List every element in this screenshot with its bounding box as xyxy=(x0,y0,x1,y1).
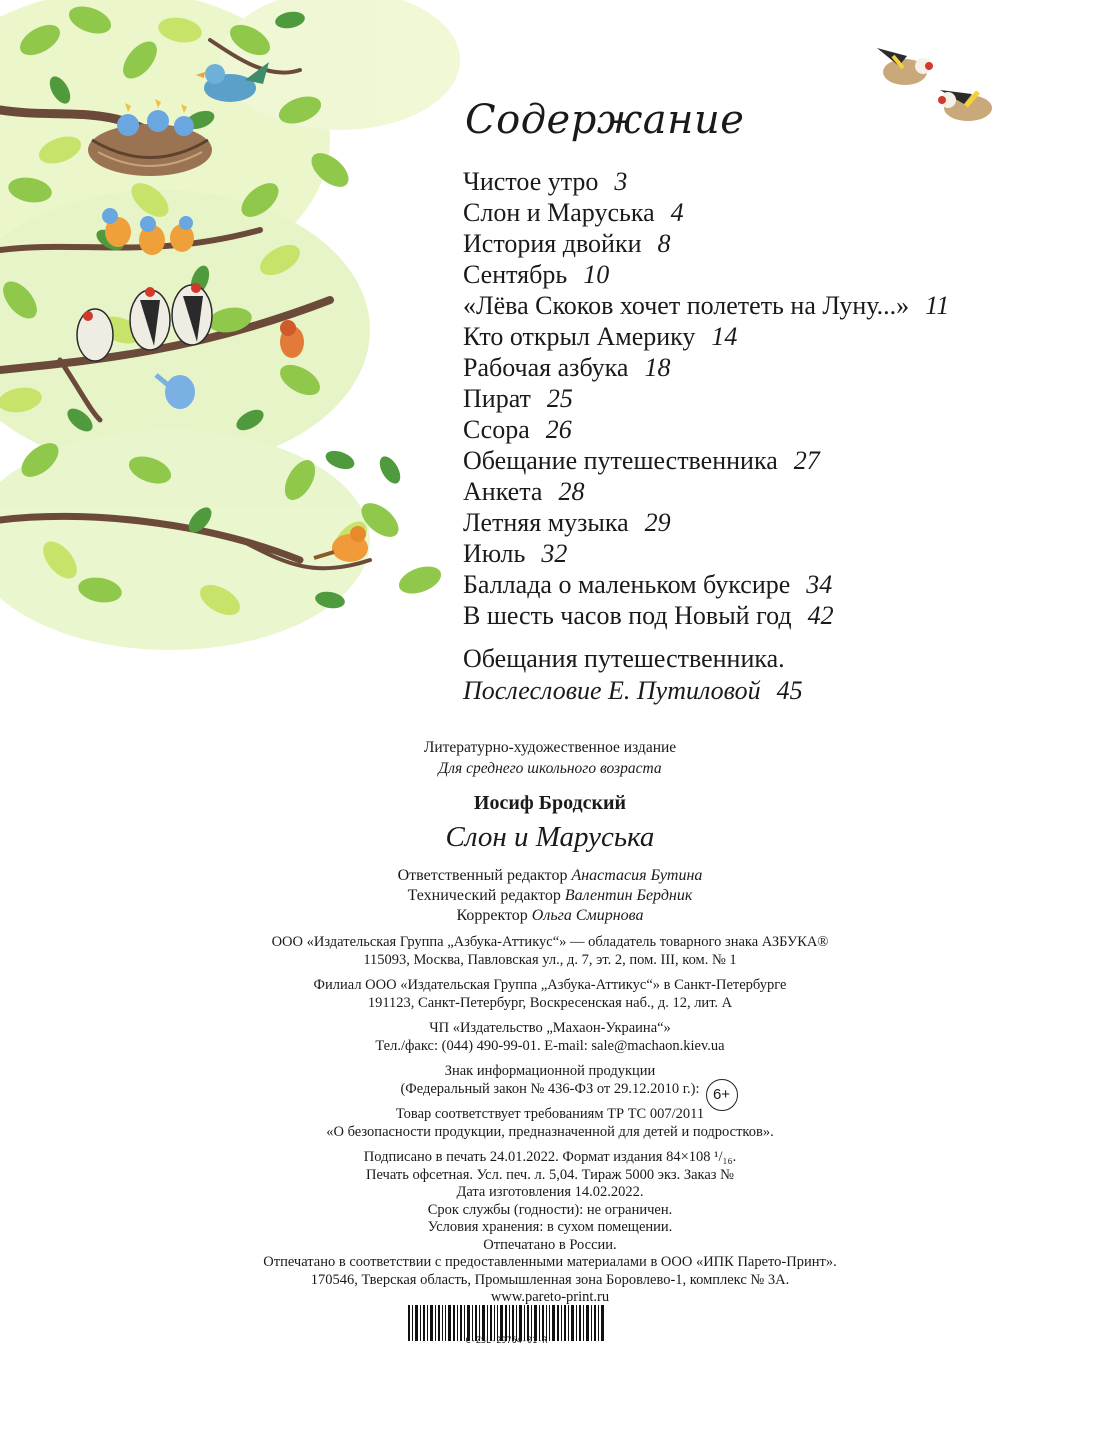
print-line: Печать офсетная. Усл. печ. л. 5,04. Тираж 5000 экз. Заказ № xyxy=(366,1166,734,1183)
toc-item-page: 4 xyxy=(670,198,684,227)
staff-name: Ольга Смирнова xyxy=(531,907,644,924)
toc-item-page: 42 xyxy=(807,601,834,630)
toc-item[interactable] xyxy=(463,445,1083,476)
barcode-code: C-ZSL-29764-01-R xyxy=(465,1336,548,1346)
toc-item-title: Рабочая азбука xyxy=(463,353,629,382)
staff-name: Анастасия Бутина xyxy=(571,867,703,884)
staff-role: Ответственный редактор xyxy=(397,867,568,884)
imprint xyxy=(0,738,1100,1307)
age-rating-badge: 6+ xyxy=(706,1079,738,1111)
branch-address: 191123, Санкт-Петербург, Воскресенская наб., д. 12, лит. А xyxy=(367,994,733,1011)
toc-item-page: 14 xyxy=(711,322,738,351)
toc-item-title: В шесть часов под Новый год xyxy=(463,601,792,630)
printed-in: Отпечатано в России. xyxy=(483,1236,617,1253)
toc-item[interactable] xyxy=(463,383,1083,414)
toc-item-title: Сентябрь xyxy=(463,260,568,289)
publisher-line: ООО «Издательская Группа „Азбука-Аттикус“» — обладатель товарного знака АЗБУКА® xyxy=(271,934,829,950)
nest xyxy=(88,124,212,176)
toc-afterword[interactable] xyxy=(463,643,1083,707)
toc-item-page: 34 xyxy=(806,570,833,599)
toc-item-title: Ссора xyxy=(463,415,530,444)
toc-item-page: 32 xyxy=(541,539,568,568)
toc-item-title: Обещание путешественника xyxy=(463,446,778,475)
staff-line xyxy=(0,906,1100,926)
toc-item[interactable] xyxy=(463,507,1083,538)
toc-item[interactable] xyxy=(463,166,1083,197)
ukraine-line: ЧП «Издательство „Махаон-Украина“» xyxy=(429,1020,671,1036)
print-line: Подписано в печать 24.01.2022. Формат издания 84×108 ¹/₁₆. xyxy=(363,1149,737,1165)
toc-item-page: 18 xyxy=(644,353,671,382)
toc-item[interactable] xyxy=(463,197,1083,228)
staff-name: Валентин Бердник xyxy=(564,887,693,904)
imprint-age-group: Для среднего школьного возраста xyxy=(438,760,662,777)
toc-item-title: Анкета xyxy=(463,477,543,506)
toc-item-page: 10 xyxy=(583,260,610,289)
print-date: Дата изготовления 14.02.2022. xyxy=(456,1184,644,1200)
toc-item-page: 3 xyxy=(614,167,628,196)
toc-item-title: Баллада о маленьком буксире xyxy=(463,570,791,599)
toc-item[interactable] xyxy=(463,414,1083,445)
toc-item[interactable] xyxy=(463,476,1083,507)
toc-item-title: Кто открыл Америку xyxy=(463,322,696,351)
toc-item-title: Слон и Маруська xyxy=(463,198,655,227)
toc-item-page: 25 xyxy=(546,384,573,413)
toc-item-page: 8 xyxy=(657,229,671,258)
staff-line xyxy=(0,886,1100,906)
publisher-address: 115093, Москва, Павловская ул., д. 7, эт. 2, пом. III, ком. № 1 xyxy=(363,951,737,968)
imprint-book-title: Слон и Маруська xyxy=(445,821,655,853)
staff-role: Технический редактор xyxy=(407,887,561,904)
toc-item-title: История двойки xyxy=(463,229,642,258)
toc-item-page: 26 xyxy=(545,415,572,444)
staff-line xyxy=(0,866,1100,886)
afterword-title: Обещания путешественника. xyxy=(463,644,785,673)
staff-role: Корректор xyxy=(456,907,528,924)
toc-item[interactable] xyxy=(463,600,1083,631)
info-sign-line: Знак информационной продукции xyxy=(444,1063,656,1079)
printer-line: Отпечатано в соответствии с предоставленными материалами в ООО «ИПК Парето-Принт». xyxy=(263,1254,837,1270)
toc-item-title: Летняя музыка xyxy=(463,508,629,537)
toc-item-page: 27 xyxy=(793,446,820,475)
toc-item-page: 29 xyxy=(644,508,671,537)
toc-item-title: «Лёва Скоков хочет полететь на Луну...» xyxy=(463,291,910,320)
tr-line: «О безопасности продукции, предназначенной для детей и подростков». xyxy=(326,1123,774,1140)
branch-line: Филиал ООО «Издательская Группа „Азбука-Аттикус“» в Санкт-Петербурге xyxy=(313,977,787,993)
toc-item-page: 11 xyxy=(925,291,950,320)
toc-item[interactable] xyxy=(463,290,1083,321)
printer-website[interactable]: www.pareto-print.ru xyxy=(490,1289,610,1305)
afterword-subtitle: Послесловие Е. Путиловой xyxy=(463,676,761,705)
toc-item[interactable] xyxy=(463,538,1083,569)
ukraine-contacts: Тел./факс: (044) 490-99-01. E-mail: sale@machaon.kiev.ua xyxy=(375,1037,725,1054)
toc-list xyxy=(463,166,1083,631)
table-of-contents xyxy=(463,92,1083,707)
toc-item-page: 28 xyxy=(558,477,585,506)
imprint-genre: Литературно-художественное издание xyxy=(423,739,677,756)
printer-address: 170546, Тверская область, Промышленная зона Боровлево-1, комплекс № 3А. xyxy=(310,1271,790,1288)
toc-item[interactable] xyxy=(463,321,1083,352)
imprint-author: Иосиф Бродский xyxy=(473,792,627,814)
afterword-page: 45 xyxy=(776,676,803,705)
toc-item[interactable] xyxy=(463,228,1083,259)
toc-item-title: Пират xyxy=(463,384,531,413)
toc-item-title: Чистое утро xyxy=(463,167,599,196)
toc-title: Содержание xyxy=(465,97,745,143)
toc-item[interactable] xyxy=(463,569,1083,600)
toc-item-title: Июль xyxy=(463,539,526,568)
toc-item[interactable] xyxy=(463,352,1083,383)
toc-item[interactable] xyxy=(463,259,1083,290)
service-life: Срок службы (годности): не ограничен. xyxy=(427,1201,673,1218)
storage-conditions: Условия хранения: в сухом помещении. xyxy=(427,1219,673,1235)
info-sign-law: (Федеральный закон № 436-ФЗ от 29.12.2010 г.): xyxy=(400,1080,700,1097)
tr-line: Товар соответствует требованиям ТР ТС 007/2011 xyxy=(395,1106,705,1122)
